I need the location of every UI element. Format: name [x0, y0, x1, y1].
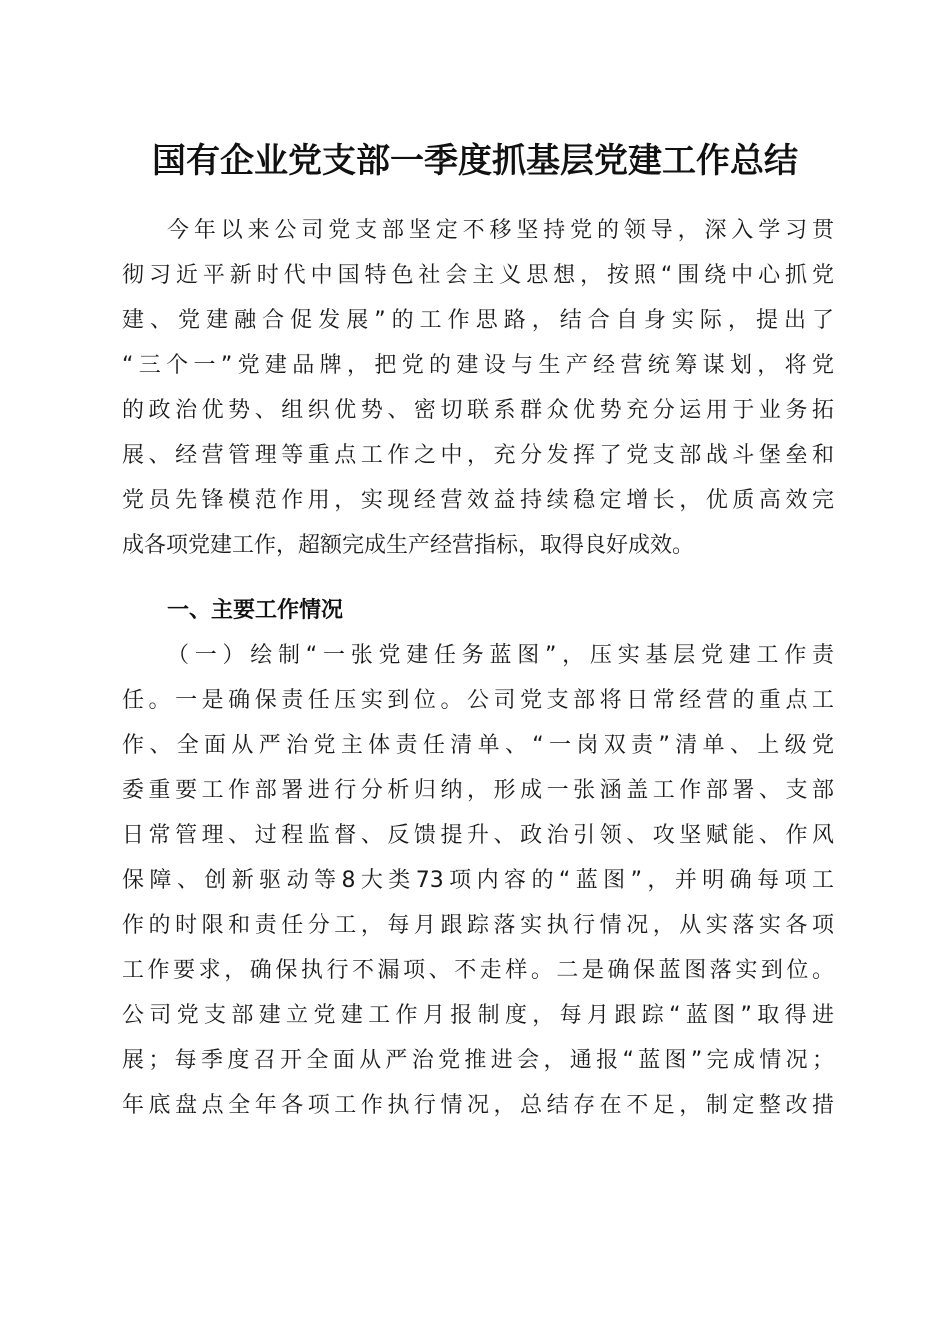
paragraph-line: 建、党建融合促发展”的工作思路，结合自身实际，提出了 — [122, 308, 834, 333]
paragraph-line: 彻习近平新时代中国特色社会主义思想，按照“围绕中心抓党 — [122, 263, 834, 288]
section-heading: 一、主要工作情况 — [167, 598, 344, 623]
subsection-heading-line: （一）绘制“一张党建任务蓝图”，压实基层党建工作责 — [167, 643, 834, 668]
paragraph-line: 作、全面从严治党主体责任清单、“一岗双责”清单、上级党 — [122, 733, 834, 758]
paragraph-line: 的政治优势、组织优势、密切联系群众优势充分运用于业务拓 — [122, 398, 834, 423]
paragraph-line: 成各项党建工作，超额完成生产经营指标，取得良好成效。 — [122, 533, 695, 558]
paragraph-line: 工作要求，确保执行不漏项、不走样。二是确保蓝图落实到位。 — [122, 958, 834, 983]
paragraph-line: 党员先锋模范作用，实现经营效益持续稳定增长，优质高效完 — [122, 488, 834, 513]
paragraph-line: 年底盘点全年各项工作执行情况，总结存在不足，制定整改措 — [122, 1093, 834, 1118]
paragraph-line: 公司党支部建立党建工作月报制度，每月跟踪“蓝图”取得进 — [122, 1003, 834, 1028]
paragraph-line: 保障、创新驱动等8大类73项内容的“蓝图”，并明确每项工 — [122, 868, 834, 893]
document-title: 国有企业党支部一季度抓基层党建工作总结 — [152, 141, 798, 181]
paragraph-line: 作的时限和责任分工，每月跟踪落实执行情况，从实落实各项 — [122, 913, 834, 938]
paragraph-line: “三个一”党建品牌，把党的建设与生产经营统筹谋划，将党 — [122, 353, 834, 378]
paragraph-line: 展；每季度召开全面从严治党推进会，通报“蓝图”完成情况； — [122, 1048, 834, 1073]
paragraph-line: 任。一是确保责任压实到位。公司党支部将日常经营的重点工 — [122, 688, 834, 713]
paragraph-line: 委重要工作部署进行分析归纳，形成一张涵盖工作部署、支部 — [122, 778, 834, 803]
paragraph-line: 今年以来公司党支部坚定不移坚持党的领导，深入学习贯 — [167, 218, 834, 243]
paragraph-line: 日常管理、过程监督、反馈提升、政治引领、攻坚赋能、作风 — [122, 823, 834, 848]
paragraph-line: 展、经营管理等重点工作之中，充分发挥了党支部战斗堡垒和 — [122, 443, 834, 468]
